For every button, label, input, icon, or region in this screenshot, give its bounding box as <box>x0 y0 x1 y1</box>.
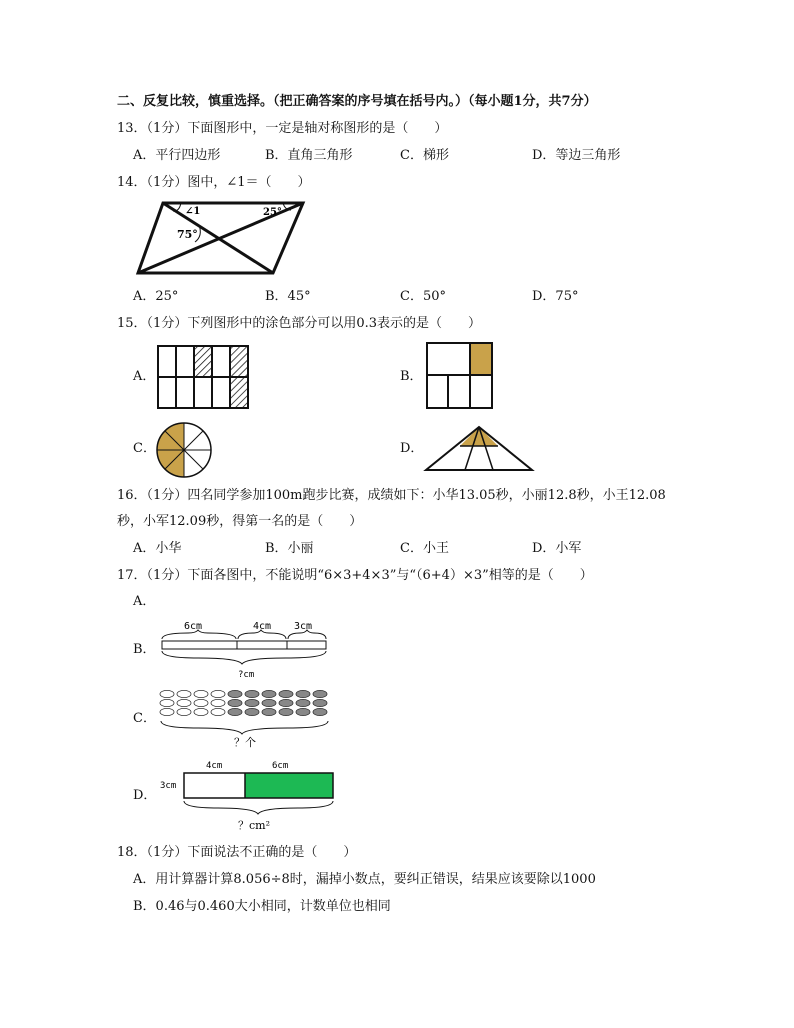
oval-counter <box>228 690 242 697</box>
q14-parallelogram-figure <box>133 198 308 278</box>
q15-option-b[interactable]: B． <box>400 369 423 384</box>
oval-counter <box>160 708 174 715</box>
oval-counter <box>279 699 293 706</box>
q14-option-b[interactable]: B．45° <box>265 289 311 304</box>
q17-option-b[interactable]: B． <box>133 642 156 657</box>
oval-counter <box>313 690 327 697</box>
q13-stem: 13．（1分）下面图形中，一定是轴对称图形的是（ ） <box>117 121 448 136</box>
q15-figure-a <box>157 344 251 410</box>
q17-figure-b-segments <box>158 617 334 683</box>
oval-counter <box>262 708 276 715</box>
gold-top-triangle <box>460 427 498 446</box>
oval-counter <box>245 690 259 697</box>
q15-figure-b <box>425 341 495 411</box>
q15-option-a[interactable]: A． <box>133 369 156 384</box>
fig-d-label-3cm: 3cm <box>160 781 177 791</box>
angle75-label: 75° <box>177 228 198 241</box>
oval-counter <box>194 690 208 697</box>
q16-stem-line1: 16．（1分）四名同学参加100m跑步比赛，成绩如下：小华13.05秒，小丽12.8秒，小王12.08 <box>117 488 666 503</box>
q17-option-c[interactable]: C． <box>133 711 156 726</box>
q13-option-a[interactable]: A．平行四边形 <box>133 148 221 163</box>
oval-counter <box>262 690 276 697</box>
q15-figure-c-circle <box>155 421 215 481</box>
q17-stem: 17．（1分）下面各图中，不能说明“6×3+4×3”与“（6+4）×3”相等的是（ ） <box>117 568 593 583</box>
oval-counter <box>211 699 225 706</box>
q17-figure-c-ovals <box>158 688 334 750</box>
q13-option-c[interactable]: C．梯形 <box>400 148 449 163</box>
oval-counter <box>313 699 327 706</box>
green-rect <box>245 773 333 798</box>
oval-counter <box>228 708 242 715</box>
oval-counter <box>296 699 310 706</box>
oval-counter <box>228 699 242 706</box>
q16-option-c[interactable]: C．小王 <box>400 541 449 556</box>
fig-c-total: ？个 <box>234 736 256 749</box>
hatch-cell-2 <box>230 377 248 408</box>
q18-option-b[interactable]: B．0.46与0.460大小相同，计数单位也相同 <box>133 899 391 914</box>
q13-option-b[interactable]: B．直角三角形 <box>265 148 353 163</box>
q15-option-c[interactable]: C． <box>133 441 156 456</box>
q14-stem: 14．（1分）图中，∠1＝（ ） <box>117 175 311 190</box>
q14-option-a[interactable]: A．25° <box>133 289 179 304</box>
q13-option-d[interactable]: D．等边三角形 <box>532 148 621 163</box>
q18-option-a[interactable]: A．用计算器计算8.056÷8时，漏掉小数点，要纠正错误，结果应该要除以1000 <box>133 872 596 887</box>
fig-b-label-4cm: 4cm <box>253 621 272 632</box>
oval-counter <box>245 708 259 715</box>
oval-counter <box>160 699 174 706</box>
q16-option-b[interactable]: B．小丽 <box>265 541 314 556</box>
gold-cell <box>470 343 492 375</box>
q16-stem-line2: 秒，小军12.09秒，得第一名的是（ ） <box>117 514 363 529</box>
q16-option-d[interactable]: D．小军 <box>532 541 582 556</box>
fig-d-label-4cm: 4cm <box>206 761 223 771</box>
oval-counter <box>177 699 191 706</box>
oval-counter <box>279 690 293 697</box>
angle1-label: ∠1 <box>185 206 201 217</box>
angle25-label: 25° <box>263 207 282 218</box>
oval-counter <box>245 699 259 706</box>
oval-counter <box>194 708 208 715</box>
fig-b-total: ?cm <box>238 670 255 680</box>
fig-d-label-6cm: 6cm <box>272 761 289 771</box>
q18-stem: 18．（1分）下面说法不正确的是（ ） <box>117 845 357 860</box>
fig-b-label-6cm: 6cm <box>184 621 203 632</box>
q17-option-a[interactable]: A． <box>133 594 156 609</box>
q15-figure-d-triangle <box>423 424 535 474</box>
oval-counter <box>177 690 191 697</box>
q14-option-c[interactable]: C．50° <box>400 289 446 304</box>
q15-option-d[interactable]: D． <box>400 441 424 456</box>
hatch-cell-1 <box>194 346 212 377</box>
oval-counter <box>194 699 208 706</box>
hatch-cell-3 <box>230 346 248 377</box>
q17-option-d[interactable]: D． <box>133 788 157 803</box>
oval-counter <box>296 708 310 715</box>
oval-counter <box>262 699 276 706</box>
oval-counter <box>160 690 174 697</box>
oval-counter <box>296 690 310 697</box>
oval-counter <box>177 708 191 715</box>
fig-b-label-3cm: 3cm <box>294 621 313 632</box>
oval-counter <box>313 708 327 715</box>
oval-counter <box>211 708 225 715</box>
q15-stem: 15．（1分）下列图形中的涂色部分可以用0.3表示的是（ ） <box>117 316 481 331</box>
q17-figure-d-rectangles <box>158 758 338 834</box>
section-title: 二、反复比较，慎重选择。（把正确答案的序号填在括号内。）（每小题1分，共7分） <box>117 94 597 109</box>
q14-option-d[interactable]: D．75° <box>532 289 579 304</box>
fig-d-total: ？cm² <box>238 819 271 832</box>
q16-option-a[interactable]: A．小华 <box>133 541 182 556</box>
oval-counter <box>211 690 225 697</box>
oval-counter <box>279 708 293 715</box>
